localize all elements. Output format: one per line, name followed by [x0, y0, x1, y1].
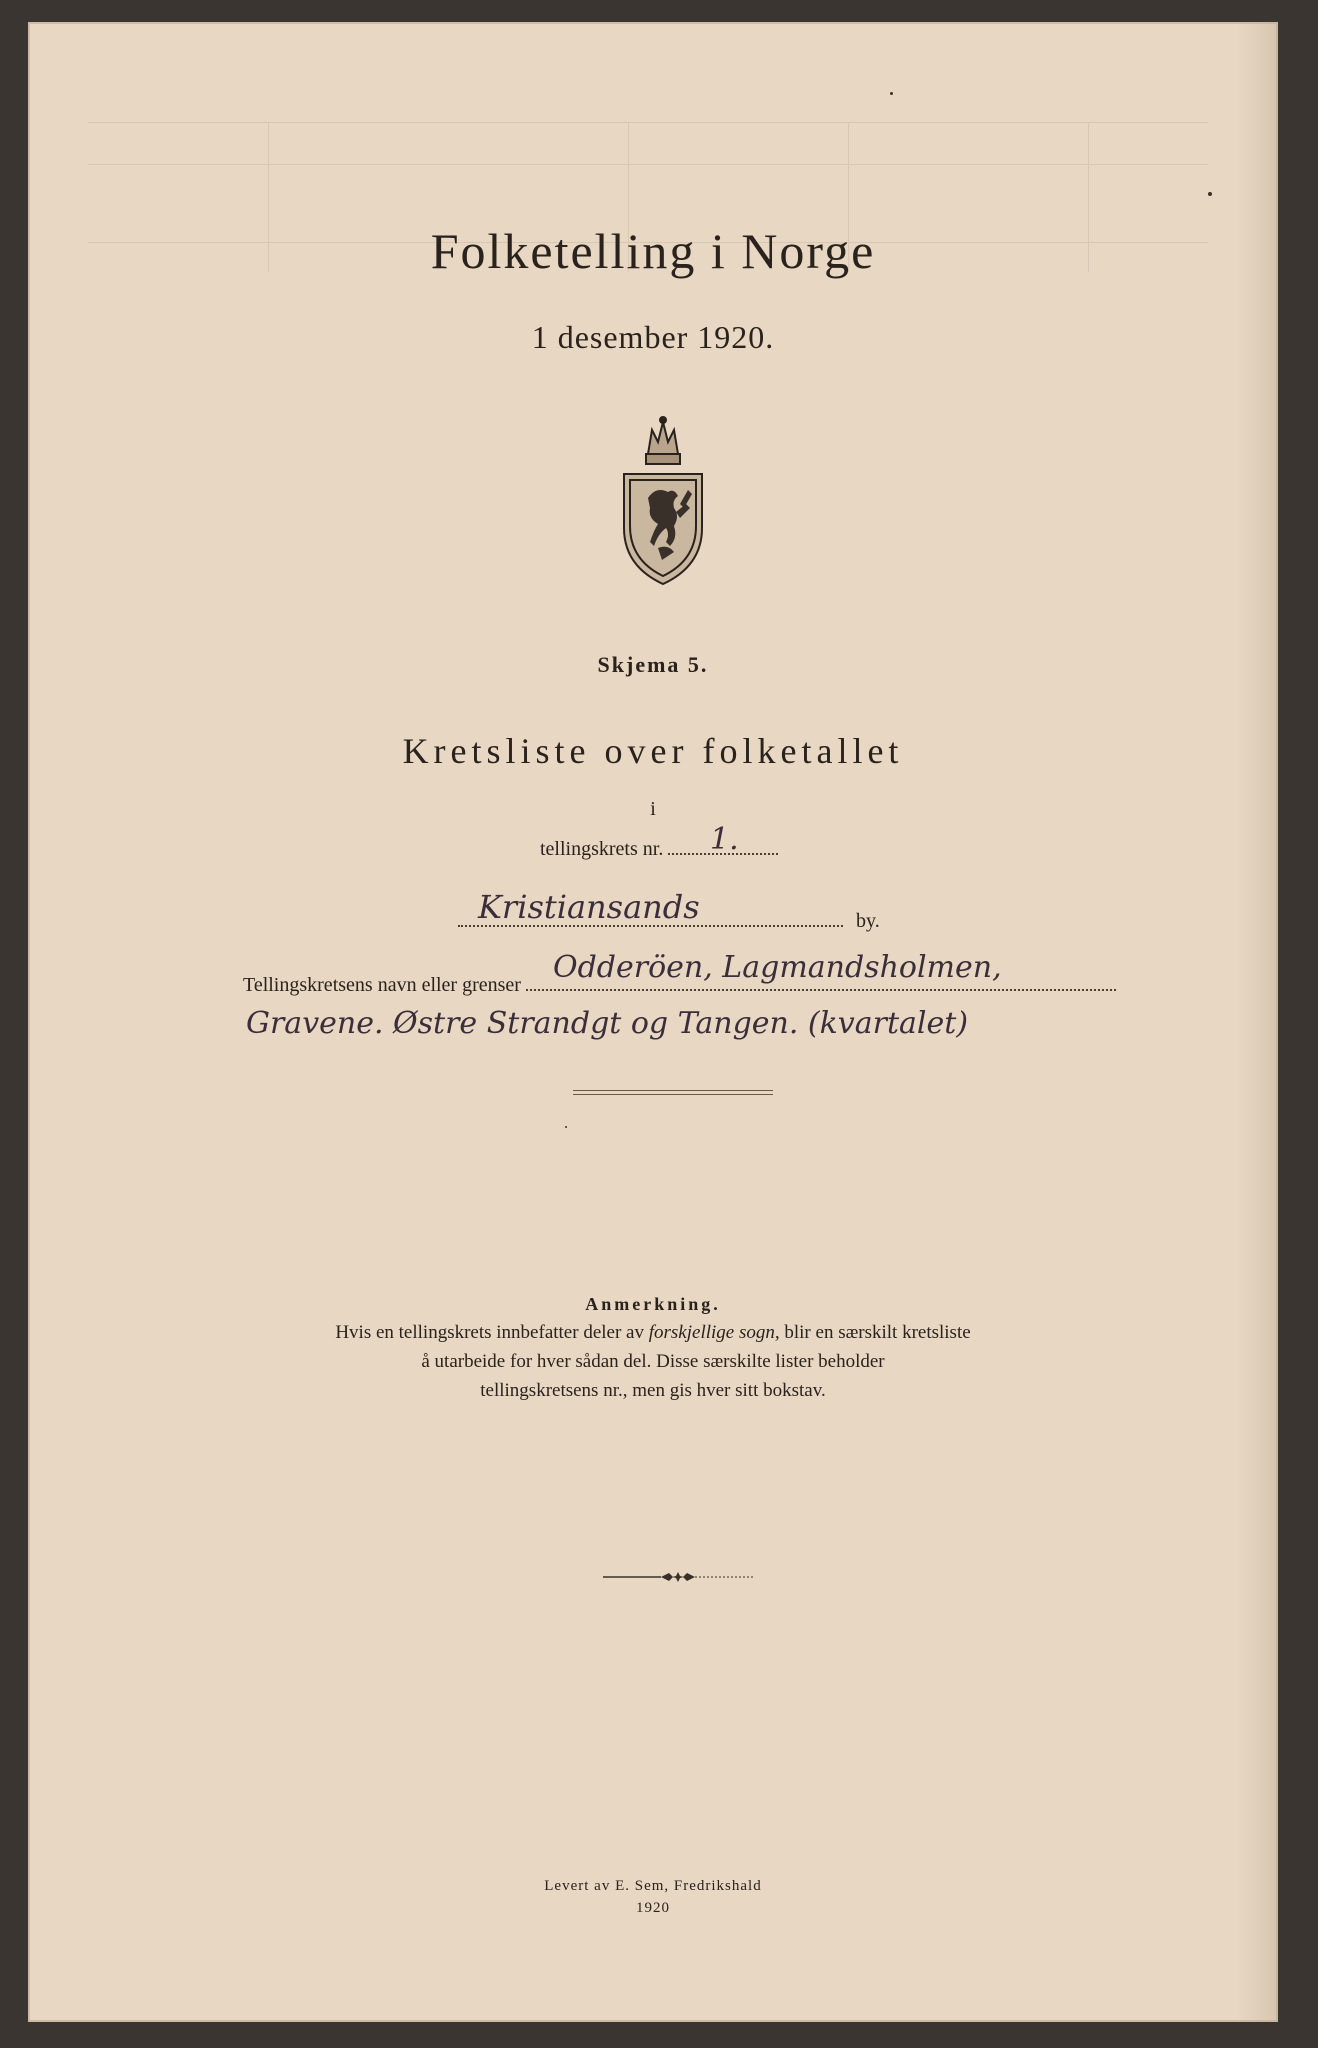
page-title: Folketelling i Norge — [430, 223, 876, 279]
boundaries-handwritten-line-2: Gravene. Østre Strandgt og Tangen. (kvartalet) — [246, 1006, 969, 1041]
remark-line-1 — [228, 1318, 1078, 1347]
printer-line-2: 1920 — [636, 1900, 670, 1916]
remark-line-2: å utarbeide for hver sådan del. Disse særskilte lister beholder — [421, 1351, 885, 1372]
remark-text — [228, 1318, 1078, 1405]
census-form-page — [28, 22, 1278, 2022]
remark-post: blir en særskilt kretsliste — [779, 1322, 971, 1343]
paper-speck — [1208, 192, 1212, 196]
divider-line — [573, 1090, 773, 1091]
divider-line-2 — [573, 1094, 773, 1095]
divider-ornament-icon — [603, 1570, 753, 1584]
paper-speck — [565, 1126, 567, 1128]
paper-speck — [890, 92, 893, 95]
remark-title: Anmerkning. — [585, 1294, 721, 1314]
remark-italic: forskjellige sogn, — [648, 1322, 780, 1343]
schema-number: Skjema 5. — [597, 652, 709, 677]
census-date: 1 desember 1920. — [531, 319, 775, 355]
remark-line-3: tellingskretsens nr., men gis hver sitt bokstav. — [480, 1380, 826, 1401]
printer-line-1: Levert av E. Sem, Fredrikshald — [544, 1878, 762, 1894]
district-number-handwritten: 1. — [710, 822, 739, 857]
remark-pre: Hvis en tellingskrets innbefatter deler av — [335, 1322, 649, 1343]
town-name-handwritten: Kristiansands — [478, 888, 700, 926]
district-number-row — [540, 837, 778, 861]
boundaries-handwritten-line-1: Odderöen, Lagmandsholmen, — [553, 950, 1002, 985]
boundaries-label: Tellingskretsens navn eller grenser — [243, 974, 521, 996]
norwegian-coat-of-arms-icon — [618, 416, 708, 588]
form-heading: Kretsliste over folketallet — [402, 731, 904, 771]
town-suffix: by. — [856, 910, 880, 932]
printer-imprint — [28, 1875, 1278, 1919]
connector-word: i — [650, 798, 656, 820]
district-label: tellingskrets nr. — [540, 838, 664, 860]
